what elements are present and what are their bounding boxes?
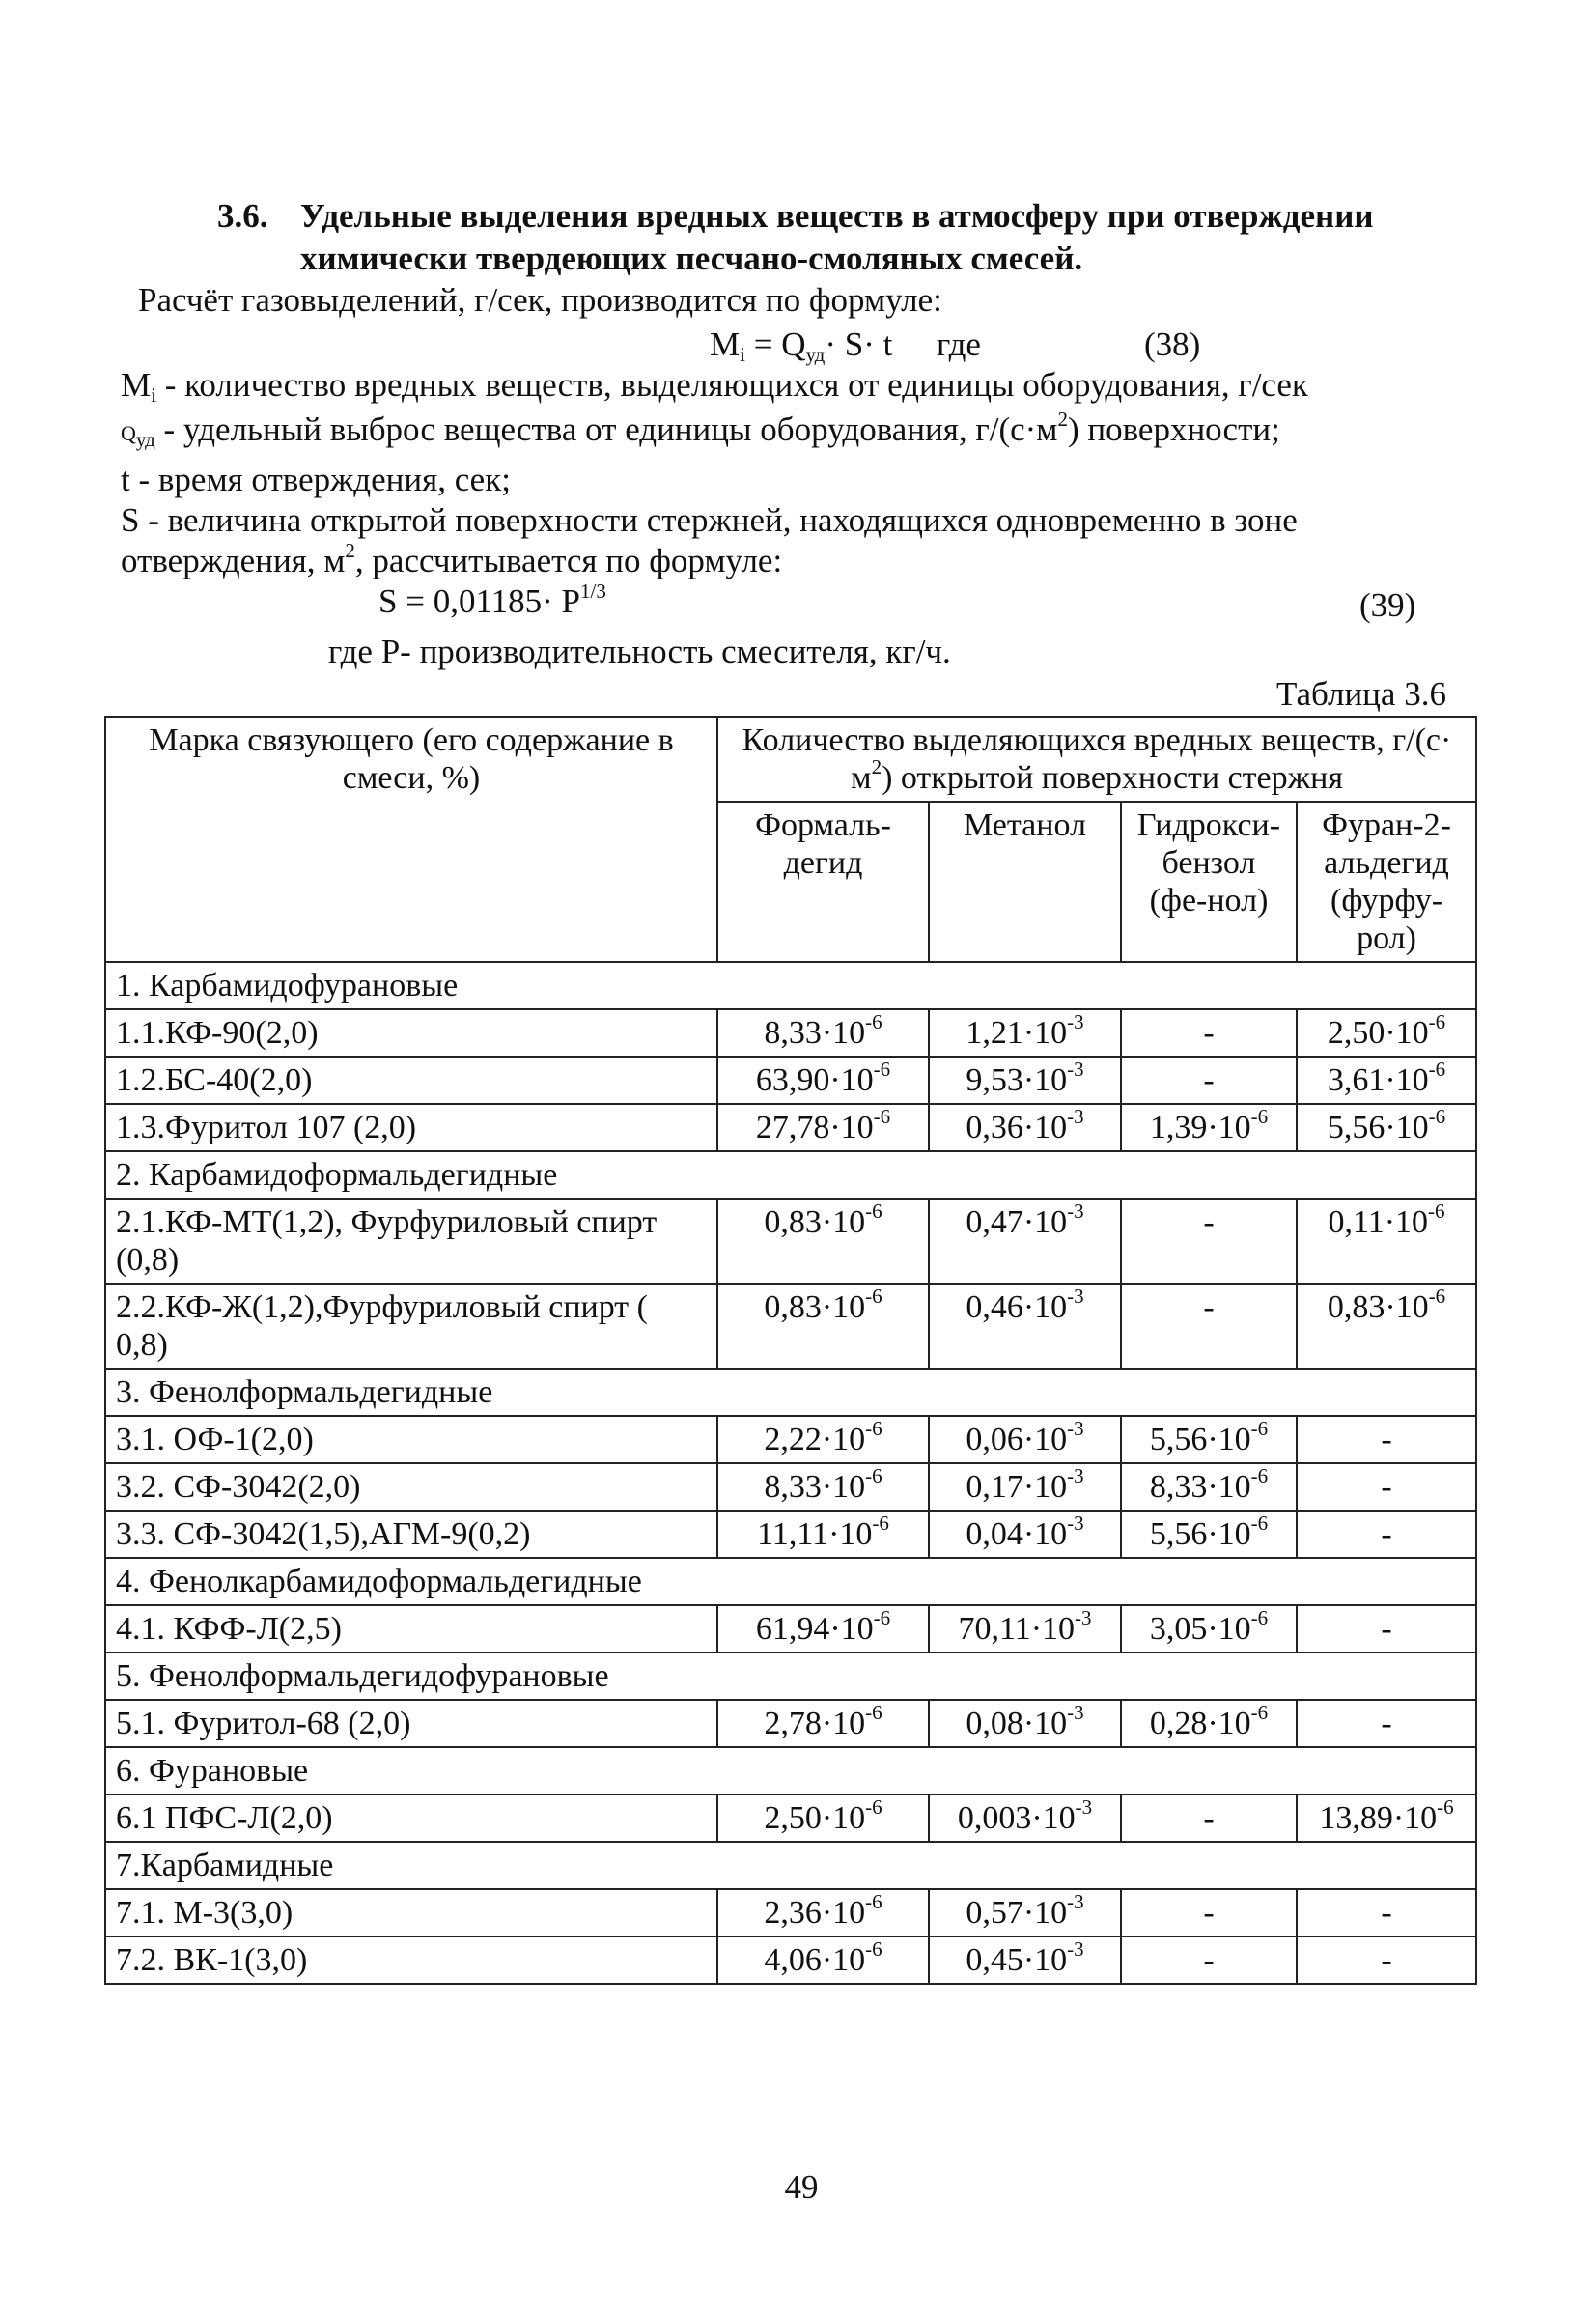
group-label: 3. Фенолформальдегидные	[105, 1369, 1476, 1416]
value-cell	[1121, 1199, 1297, 1284]
value-mantissa: 13,89·10	[1319, 1800, 1438, 1836]
value-exponent: -6	[865, 1464, 882, 1487]
value-cell	[717, 1936, 929, 1984]
header-binder-brand: Марка связующего (его содержание в смеси, %)	[105, 717, 717, 962]
binder-name-cell: 1.2.БС-40(2,0)	[105, 1057, 717, 1104]
value-cell	[1297, 1889, 1476, 1936]
value-cell	[717, 1104, 929, 1151]
definition-mi: $M_i$ - количество вредных веществ, выделяющихся от единицы оборудования, г/сек	[121, 366, 1308, 407]
binder-name-cell: 5.1. Фуритол-68 (2,0)	[105, 1700, 717, 1747]
value-cell	[1297, 1199, 1476, 1284]
binder-name-cell: 4.1. КФФ-Л(2,5)	[105, 1605, 717, 1653]
value-mantissa: 0,47·10	[966, 1204, 1068, 1240]
binder-name-cell: 2.2.КФ-Ж(1,2),Фурфуриловый спирт ( 0,8)	[105, 1284, 717, 1369]
binder-name-cell: 2.1.КФ-МТ(1,2), Фурфуриловый спирт (0,8)	[105, 1199, 717, 1284]
value-exponent: -6	[865, 1010, 882, 1033]
value-cell	[1121, 1889, 1297, 1936]
value-mantissa: 2,50·10	[764, 1800, 866, 1836]
header-formaldehyde: Формаль-дегид	[717, 802, 929, 962]
value-cell	[929, 1104, 1121, 1151]
value-exponent: -6	[1250, 1464, 1269, 1487]
value-mantissa: 2,50·10	[1327, 1015, 1429, 1051]
binder-name-cell: 3.1. ОФ-1(2,0)	[105, 1416, 717, 1463]
value-exponent: -6	[873, 1105, 891, 1128]
binder-name-cell: 1.3.Фуритол 107 (2,0)	[105, 1104, 717, 1151]
value-mantissa: -	[1203, 1895, 1215, 1931]
value-mantissa: -	[1203, 1015, 1215, 1051]
value-cell	[1121, 1284, 1297, 1369]
value-exponent: -3	[1067, 1105, 1084, 1128]
value-mantissa: 0,11·10	[1328, 1204, 1429, 1240]
value-mantissa: 0,83·10	[764, 1204, 866, 1240]
value-mantissa: 0,57·10	[966, 1895, 1068, 1931]
value-cell	[1121, 1605, 1297, 1653]
value-cell	[1297, 1057, 1476, 1104]
value-cell	[929, 1284, 1121, 1369]
table-row	[105, 1284, 1476, 1369]
value-mantissa: 8,33·10	[1149, 1469, 1251, 1505]
value-exponent: -3	[1067, 1512, 1084, 1535]
value-cell	[929, 1700, 1121, 1747]
value-cell	[717, 1009, 929, 1057]
table-group-row	[105, 1369, 1476, 1416]
table-row	[105, 1511, 1476, 1558]
table-group-row	[105, 1747, 1476, 1794]
value-mantissa: 0,06·10	[966, 1422, 1068, 1457]
value-cell	[1297, 1416, 1476, 1463]
value-cell	[929, 1605, 1121, 1653]
value-mantissa: 63,90·10	[755, 1062, 874, 1098]
binder-name-cell: 6.1 ПФС-Л(2,0)	[105, 1794, 717, 1842]
value-cell	[929, 1057, 1121, 1104]
value-exponent: -3	[1067, 1464, 1084, 1487]
value-exponent: -3	[1067, 1058, 1084, 1081]
value-mantissa: 0,003·10	[957, 1800, 1076, 1836]
value-mantissa: 1,21·10	[966, 1015, 1068, 1051]
value-mantissa: -	[1381, 1422, 1392, 1457]
value-mantissa: 5,56·10	[1149, 1422, 1251, 1457]
formula-38-where: где	[937, 325, 981, 363]
value-mantissa: -	[1381, 1469, 1392, 1505]
value-exponent: -6	[1437, 1795, 1454, 1819]
value-cell	[1297, 1463, 1476, 1511]
value-cell	[717, 1199, 929, 1284]
value-cell	[1297, 1605, 1476, 1653]
value-exponent: -6	[865, 1417, 882, 1440]
value-cell	[717, 1511, 929, 1558]
value-exponent: -6	[1250, 1701, 1269, 1724]
value-cell	[1121, 1794, 1297, 1842]
value-mantissa: 2,22·10	[764, 1422, 866, 1457]
value-cell	[929, 1199, 1121, 1284]
value-exponent: -6	[1250, 1606, 1269, 1629]
value-mantissa: 2,78·10	[764, 1706, 866, 1741]
table-row	[105, 1889, 1476, 1936]
table-row	[105, 1936, 1476, 1984]
definition-t: t - время отверждения, сек;	[121, 461, 511, 498]
binder-name-cell: 3.3. СФ-3042(1,5),АГМ-9(0,2)	[105, 1511, 717, 1558]
value-mantissa: 0,04·10	[966, 1516, 1068, 1552]
value-cell	[1121, 1936, 1297, 1984]
value-cell	[717, 1605, 929, 1653]
value-exponent: -6	[1250, 1512, 1269, 1535]
value-exponent: -3	[1067, 1701, 1084, 1724]
table-row	[105, 1794, 1476, 1842]
value-mantissa: -	[1381, 1895, 1392, 1931]
value-exponent: -3	[1067, 1890, 1084, 1913]
value-exponent: -6	[865, 1937, 882, 1961]
value-cell	[1121, 1416, 1297, 1463]
value-mantissa: 0,28·10	[1149, 1706, 1251, 1741]
value-cell	[929, 1889, 1121, 1936]
definition-q: $Q_{уд}$ - удельный выброс вещества от единицы оборудования, $г/(с\cdot м^2)$ поверхности;	[121, 408, 1280, 451]
value-mantissa: 0,46·10	[966, 1289, 1068, 1325]
value-cell	[1297, 1936, 1476, 1984]
value-mantissa: -	[1203, 1062, 1215, 1098]
table-header-row	[105, 717, 1476, 802]
value-mantissa: 11,11·10	[757, 1516, 873, 1552]
page-number: 49	[784, 2168, 819, 2206]
value-cell	[1121, 1463, 1297, 1511]
value-mantissa: 3,61·10	[1327, 1062, 1429, 1098]
binder-name-cell: 1.1.КФ-90(2,0)	[105, 1009, 717, 1057]
value-mantissa: 4,06·10	[764, 1942, 866, 1978]
value-mantissa: 0,36·10	[966, 1110, 1068, 1145]
table-row	[105, 1057, 1476, 1104]
value-cell	[929, 1416, 1121, 1463]
equation-number-39: (39)	[1359, 586, 1416, 624]
value-exponent: -6	[865, 1285, 882, 1308]
value-mantissa: -	[1381, 1516, 1392, 1552]
value-exponent: -6	[872, 1512, 889, 1535]
value-exponent: -6	[865, 1795, 882, 1819]
group-label: 2. Карбамидоформальдегидные	[105, 1151, 1476, 1199]
definition-s-line1: S - величина открытой поверхности стержней, находящихся одновременно в зоне	[121, 501, 1298, 539]
header-methanol: Метанол	[929, 802, 1121, 962]
value-cell	[929, 1009, 1121, 1057]
value-cell	[929, 1936, 1121, 1984]
value-mantissa: 9,53·10	[966, 1062, 1068, 1098]
equation-number-38: (38)	[1144, 325, 1201, 363]
value-cell	[717, 1463, 929, 1511]
value-cell	[717, 1416, 929, 1463]
value-exponent: -6	[1428, 1200, 1445, 1223]
value-cell	[1121, 1511, 1297, 1558]
value-cell	[1297, 1104, 1476, 1151]
intro-text: Расчёт газовыделений, г/сек, производится по формуле:	[138, 281, 942, 319]
table-group-row	[105, 1151, 1476, 1199]
value-cell	[1121, 1104, 1297, 1151]
value-cell	[717, 1057, 929, 1104]
value-mantissa: 61,94·10	[755, 1611, 874, 1647]
value-mantissa: 0,17·10	[966, 1469, 1068, 1505]
value-cell	[1297, 1284, 1476, 1369]
value-mantissa: -	[1203, 1800, 1215, 1836]
value-exponent: -6	[873, 1058, 891, 1081]
value-cell	[1297, 1511, 1476, 1558]
value-mantissa: 8,33·10	[764, 1015, 866, 1051]
value-cell	[929, 1463, 1121, 1511]
section-heading	[217, 195, 1472, 280]
value-cell	[929, 1794, 1121, 1842]
value-mantissa: 5,56·10	[1149, 1516, 1251, 1552]
value-exponent: -3	[1067, 1417, 1084, 1440]
section-number: 3.6.	[217, 197, 268, 235]
formula-39: $S = 0,01185\cdot P^{1/3}$	[378, 579, 606, 620]
value-cell	[1121, 1057, 1297, 1104]
value-mantissa: -	[1381, 1706, 1392, 1741]
value-exponent: -3	[1067, 1010, 1084, 1033]
value-cell	[1297, 1794, 1476, 1842]
value-cell	[717, 1889, 929, 1936]
value-mantissa: -	[1203, 1289, 1215, 1325]
binder-name-cell: 3.2. СФ-3042(2,0)	[105, 1463, 717, 1511]
value-exponent: -6	[865, 1200, 882, 1223]
value-mantissa: -	[1381, 1611, 1392, 1647]
value-mantissa: 0,45·10	[966, 1942, 1068, 1978]
group-label: 1. Карбамидофурановые	[105, 962, 1476, 1009]
value-exponent: -6	[1250, 1417, 1269, 1440]
value-mantissa: -	[1381, 1942, 1392, 1978]
table-row	[105, 1416, 1476, 1463]
group-label: 7.Карбамидные	[105, 1842, 1476, 1889]
group-label: 6. Фурановые	[105, 1747, 1476, 1794]
header-emissions-group: Количество выделяющихся вредных веществ, $г/(с\cdot м^2)$ открытой поверхности стержня	[717, 717, 1476, 802]
value-mantissa: -	[1203, 1204, 1215, 1240]
value-mantissa: 0,83·10	[1327, 1289, 1429, 1325]
value-cell	[717, 1700, 929, 1747]
section-title-line1: Удельные выделения вредных веществ в атмосферу при отверждении	[300, 197, 1374, 235]
definition-s-line2: отверждения, $м^2$, рассчитывается по формуле:	[121, 539, 783, 579]
header-phenol: Гидрокси-бензол (фе-нол)	[1121, 802, 1297, 962]
value-mantissa: 2,36·10	[764, 1895, 866, 1931]
value-cell	[929, 1511, 1121, 1558]
formula-38: $M_i = Q_{уд}\cdot S\cdot t$	[710, 325, 893, 366]
value-exponent: -6	[1428, 1285, 1446, 1308]
table-body	[105, 962, 1476, 1984]
table-row	[105, 1199, 1476, 1284]
value-mantissa: 5,56·10	[1327, 1110, 1429, 1145]
value-mantissa: 70,11·10	[958, 1611, 1076, 1647]
section-title-line2: химически твердеющих песчано-смоляных смесей.	[300, 240, 1083, 277]
value-exponent: -3	[1067, 1937, 1084, 1961]
value-exponent: -3	[1075, 1795, 1093, 1819]
value-exponent: -3	[1067, 1285, 1084, 1308]
table-row	[105, 1104, 1476, 1151]
value-exponent: -3	[1075, 1606, 1092, 1629]
table-row	[105, 1009, 1476, 1057]
value-exponent: -6	[865, 1701, 882, 1724]
value-exponent: -6	[1428, 1010, 1446, 1033]
value-exponent: -6	[873, 1606, 891, 1629]
emissions-table	[104, 716, 1477, 1985]
value-exponent: -6	[1428, 1105, 1446, 1128]
binder-name-cell: 7.2. ВК-1(3,0)	[105, 1936, 717, 1984]
table-group-row	[105, 1653, 1476, 1700]
value-mantissa: 1,39·10	[1149, 1110, 1251, 1145]
header-furfural: Фуран-2-альдегид (фурфу-рол)	[1297, 802, 1476, 962]
value-mantissa: 0,83·10	[764, 1289, 866, 1325]
table-group-row	[105, 962, 1476, 1009]
group-label: 4. Фенолкарбамидоформальдегидные	[105, 1558, 1476, 1605]
value-cell	[1297, 1700, 1476, 1747]
table-group-row	[105, 1842, 1476, 1889]
table-row	[105, 1700, 1476, 1747]
definition-p: где P- производительность смесителя, кг/ч.	[328, 633, 951, 670]
value-mantissa: 0,08·10	[966, 1706, 1068, 1741]
value-mantissa: 3,05·10	[1149, 1611, 1251, 1647]
binder-name-cell: 7.1. М-3(3,0)	[105, 1889, 717, 1936]
table-row	[105, 1605, 1476, 1653]
table-group-row	[105, 1558, 1476, 1605]
value-mantissa: 8,33·10	[764, 1469, 866, 1505]
table-label: Таблица 3.6	[1276, 675, 1446, 713]
group-label: 5. Фенолформальдегидофурановые	[105, 1653, 1476, 1700]
value-exponent: -6	[1428, 1058, 1446, 1081]
value-exponent: -6	[1250, 1105, 1269, 1128]
value-exponent: -6	[865, 1890, 882, 1913]
value-mantissa: 27,78·10	[755, 1110, 874, 1145]
table-row	[105, 1463, 1476, 1511]
value-mantissa: -	[1203, 1942, 1215, 1978]
value-cell	[717, 1794, 929, 1842]
value-cell	[717, 1284, 929, 1369]
value-cell	[1121, 1700, 1297, 1747]
value-cell	[1297, 1009, 1476, 1057]
value-cell	[1121, 1009, 1297, 1057]
value-exponent: -3	[1067, 1200, 1084, 1223]
